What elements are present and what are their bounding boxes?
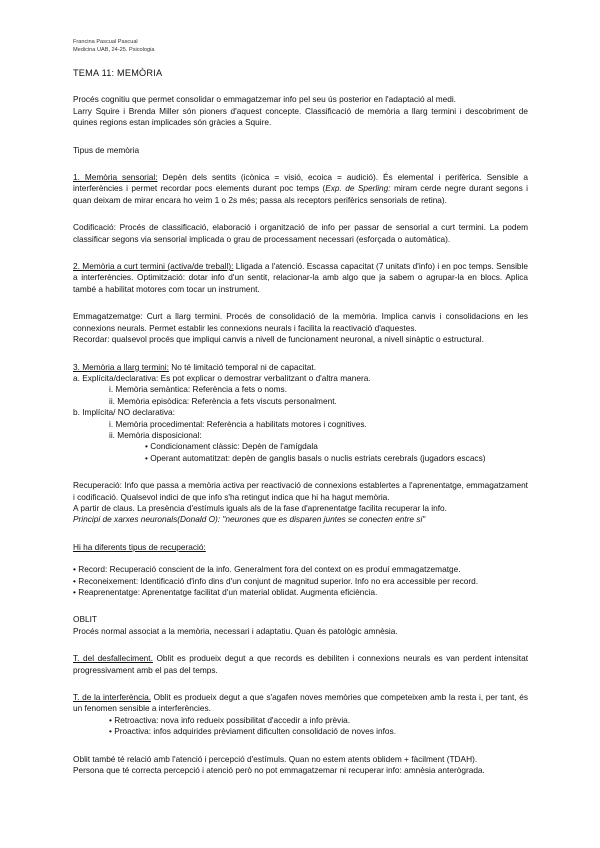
text-memoria-sensorial-b: miram cerde negre durant segons i quan deixam de mirar encara ho veim 1 o 2s més; passa als receptors perifèrics sensorials de retina). xyxy=(73,183,528,205)
text-desfalleciment: Oblit es produeix degut a que records es debiliten i connexions neurals es van perdent intensitat progressivament amb el pas del temps. xyxy=(73,653,528,675)
paragraph-oblit-atencio: Oblit també té relació amb l'atenció i percepció d'estímuls. Quan no estem atents oblidem + fàcilment (TDAH). xyxy=(73,753,478,764)
header-course: Medicina UAB, 24-25. Psicologia xyxy=(73,47,155,53)
label-interferencia: T. de la interferència. xyxy=(73,692,152,703)
list-item-implicita: b. Implícita/ NO declarativa: xyxy=(73,407,175,418)
label-memoria-curt: 2. Memòria a curt termini (activa/de treball): xyxy=(73,261,234,272)
paragraph-amnesia-anterograda: Persona que té correcta percepció i atenció però no pot emmagatzemar ni recuperar info: amnèsia anterògrada. xyxy=(73,765,485,776)
list-item-record: • Record: Recuperació conscient de la info. Generalment fora del context on es produí emmagatzematge. xyxy=(73,564,461,575)
list-item-explicita: a. Explícita/declarativa: Es pot explicar o demostrar verbalitzant o d'altra manera. xyxy=(73,372,371,383)
list-item-procedimental: i. Memòria procedimental: Referència a habilitats motores i cognitives. xyxy=(109,418,367,429)
list-item-reconeixement: • Reconeixement: Identificació d'info dins d'un conjunt de magnitud superior. Info no era accessible per record. xyxy=(73,575,479,586)
header-author: Francina Pascual Pascual xyxy=(73,39,138,45)
document-body xyxy=(73,68,528,776)
paragraph-recordar: Recordar: qualsevol procés que impliqui canvis a nivell de funcionament neuronal, a nivell sinàptic o estructural. xyxy=(73,334,484,345)
paragraph-memoria-sensorial xyxy=(73,172,528,206)
intro-paragraph-2: Larry Squire i Brenda Miller són pioners d'aquest concepte. Classificació de memòria a llarg termini i descobriment de quines regions estan implicades són gràcies a Squire. xyxy=(73,105,528,128)
label-memoria-sensorial: 1. Memòria sensorial: xyxy=(73,172,158,183)
paragraph-interferencia xyxy=(73,692,528,715)
text-memoria-sensorial-a: Depèn dels sentits (icònica = visió, ecoica = audició). És elemental i perifèrica. Sensible a interferències i permet recordar pocs elements durant poc temps ( xyxy=(73,172,529,194)
list-item-episodica: ii. Memòria episòdica: Referència a fets viscuts personalment. xyxy=(109,395,337,406)
heading-tipus-recuperacio: Hi ha diferents tipus de recuperació: xyxy=(73,541,206,552)
list-item-semantica: i. Memòria semàntica: Referència a fets o noms. xyxy=(109,384,287,395)
list-item-disposicional: ii. Memòria disposicional: xyxy=(109,429,202,440)
list-item-proactiva: • Proactiva: infos adquirides prèviament dificulten consolidació de noves infos. xyxy=(109,726,397,737)
document-title: TEMA 11: MEMÒRIA xyxy=(73,68,163,78)
paragraph-memoria-curt xyxy=(73,261,528,295)
paragraph-codificacio: Codificació: Procés de classificació, elaboració i organització de info per passar de sensorial a curt termini. La podem classificar segons via sensorial implicada o grau de processament necessari (esforçada o automàtica). xyxy=(73,222,528,244)
section-heading-tipus: Tipus de memòria xyxy=(73,144,140,155)
paragraph-oblit: Procés normal associat a la memòria, necessari i adaptatiu. Quan és patològic amnèsia. xyxy=(73,625,398,636)
paragraph-recuperacio: Recuperació: Info que passa a memòria activa per reactivació de connexions establertes a l'aprenentatge, emmagatzament i codificació. Qualsevol indici de que info s'ha retingut indica que hi ha hagut memòria. xyxy=(73,480,528,502)
list-item-condicionament: • Condicionament clàssic: Depèn de l'amígdala xyxy=(145,441,318,452)
paragraph-xarxes-neuronals: Principi de xarxes neuronals(Donald O): "neurones que es disparen juntes se conecten entre si" xyxy=(73,514,426,525)
text-memoria-llarg: No té limitació temporal ni de capacitat. xyxy=(168,361,317,372)
text-memoria-curt: Lligada a l'atenció. Escassa capacitat (7 unitats d'info) i en poc temps. Sensible a interferències. Optimització: dotar info d'un sentit, relacionar-la amb algo que ja sabem o agrupar-la en blocs. Aplica també a habilitat motores com tocar un instrument. xyxy=(73,261,528,294)
list-item-retroactiva: • Retroactiva: nova info redueix possibilitat d'accedir a info prèvia. xyxy=(109,714,351,725)
page-header xyxy=(73,38,154,54)
heading-oblit: OBLIT xyxy=(73,614,97,625)
paragraph-claus: A partir de claus. La presència d'estímuls iguals als de la fase d'aprenentatge facilita recuperar la info. xyxy=(73,502,447,513)
text-interferencia: Oblit es produeix degut a que s'agafen noves memòries que competeixen amb la resta i, per tant, és un fenomen sensible a interferències. xyxy=(73,692,528,714)
label-desfalleciment: T. del desfalleciment. xyxy=(73,653,153,664)
label-memoria-llarg: 3. Memòria a llarg termini: xyxy=(73,361,169,372)
paragraph-emmagatzematge: Emmagatzematge: Curt a llarg termini. Procés de consolidació de la memòria. Implica canvis i consolidacions en les connexions neurals. Permet establir les connexions neurals i facilita la reactivació d'aquestes. xyxy=(73,311,528,333)
paragraph-memoria-llarg xyxy=(73,362,528,373)
paragraph-desfalleciment xyxy=(73,653,528,676)
list-item-operant: • Operant automatitzat: depèn de ganglis basals o nuclis estriats cerebrals (jugadors escacs) xyxy=(145,452,486,463)
text-sperling: Exp. de Sperling: xyxy=(325,183,391,194)
list-item-reaprenentatge: • Reaprenentatge: Aprenentatge facilitat d'un material oblidat. Augmenta eficiència. xyxy=(73,587,378,597)
intro-paragraph-1: Procés cognitiu que permet consolidar o emmagatzemar info pel seu ús posterior en l'adaptació al medi. xyxy=(73,94,456,105)
